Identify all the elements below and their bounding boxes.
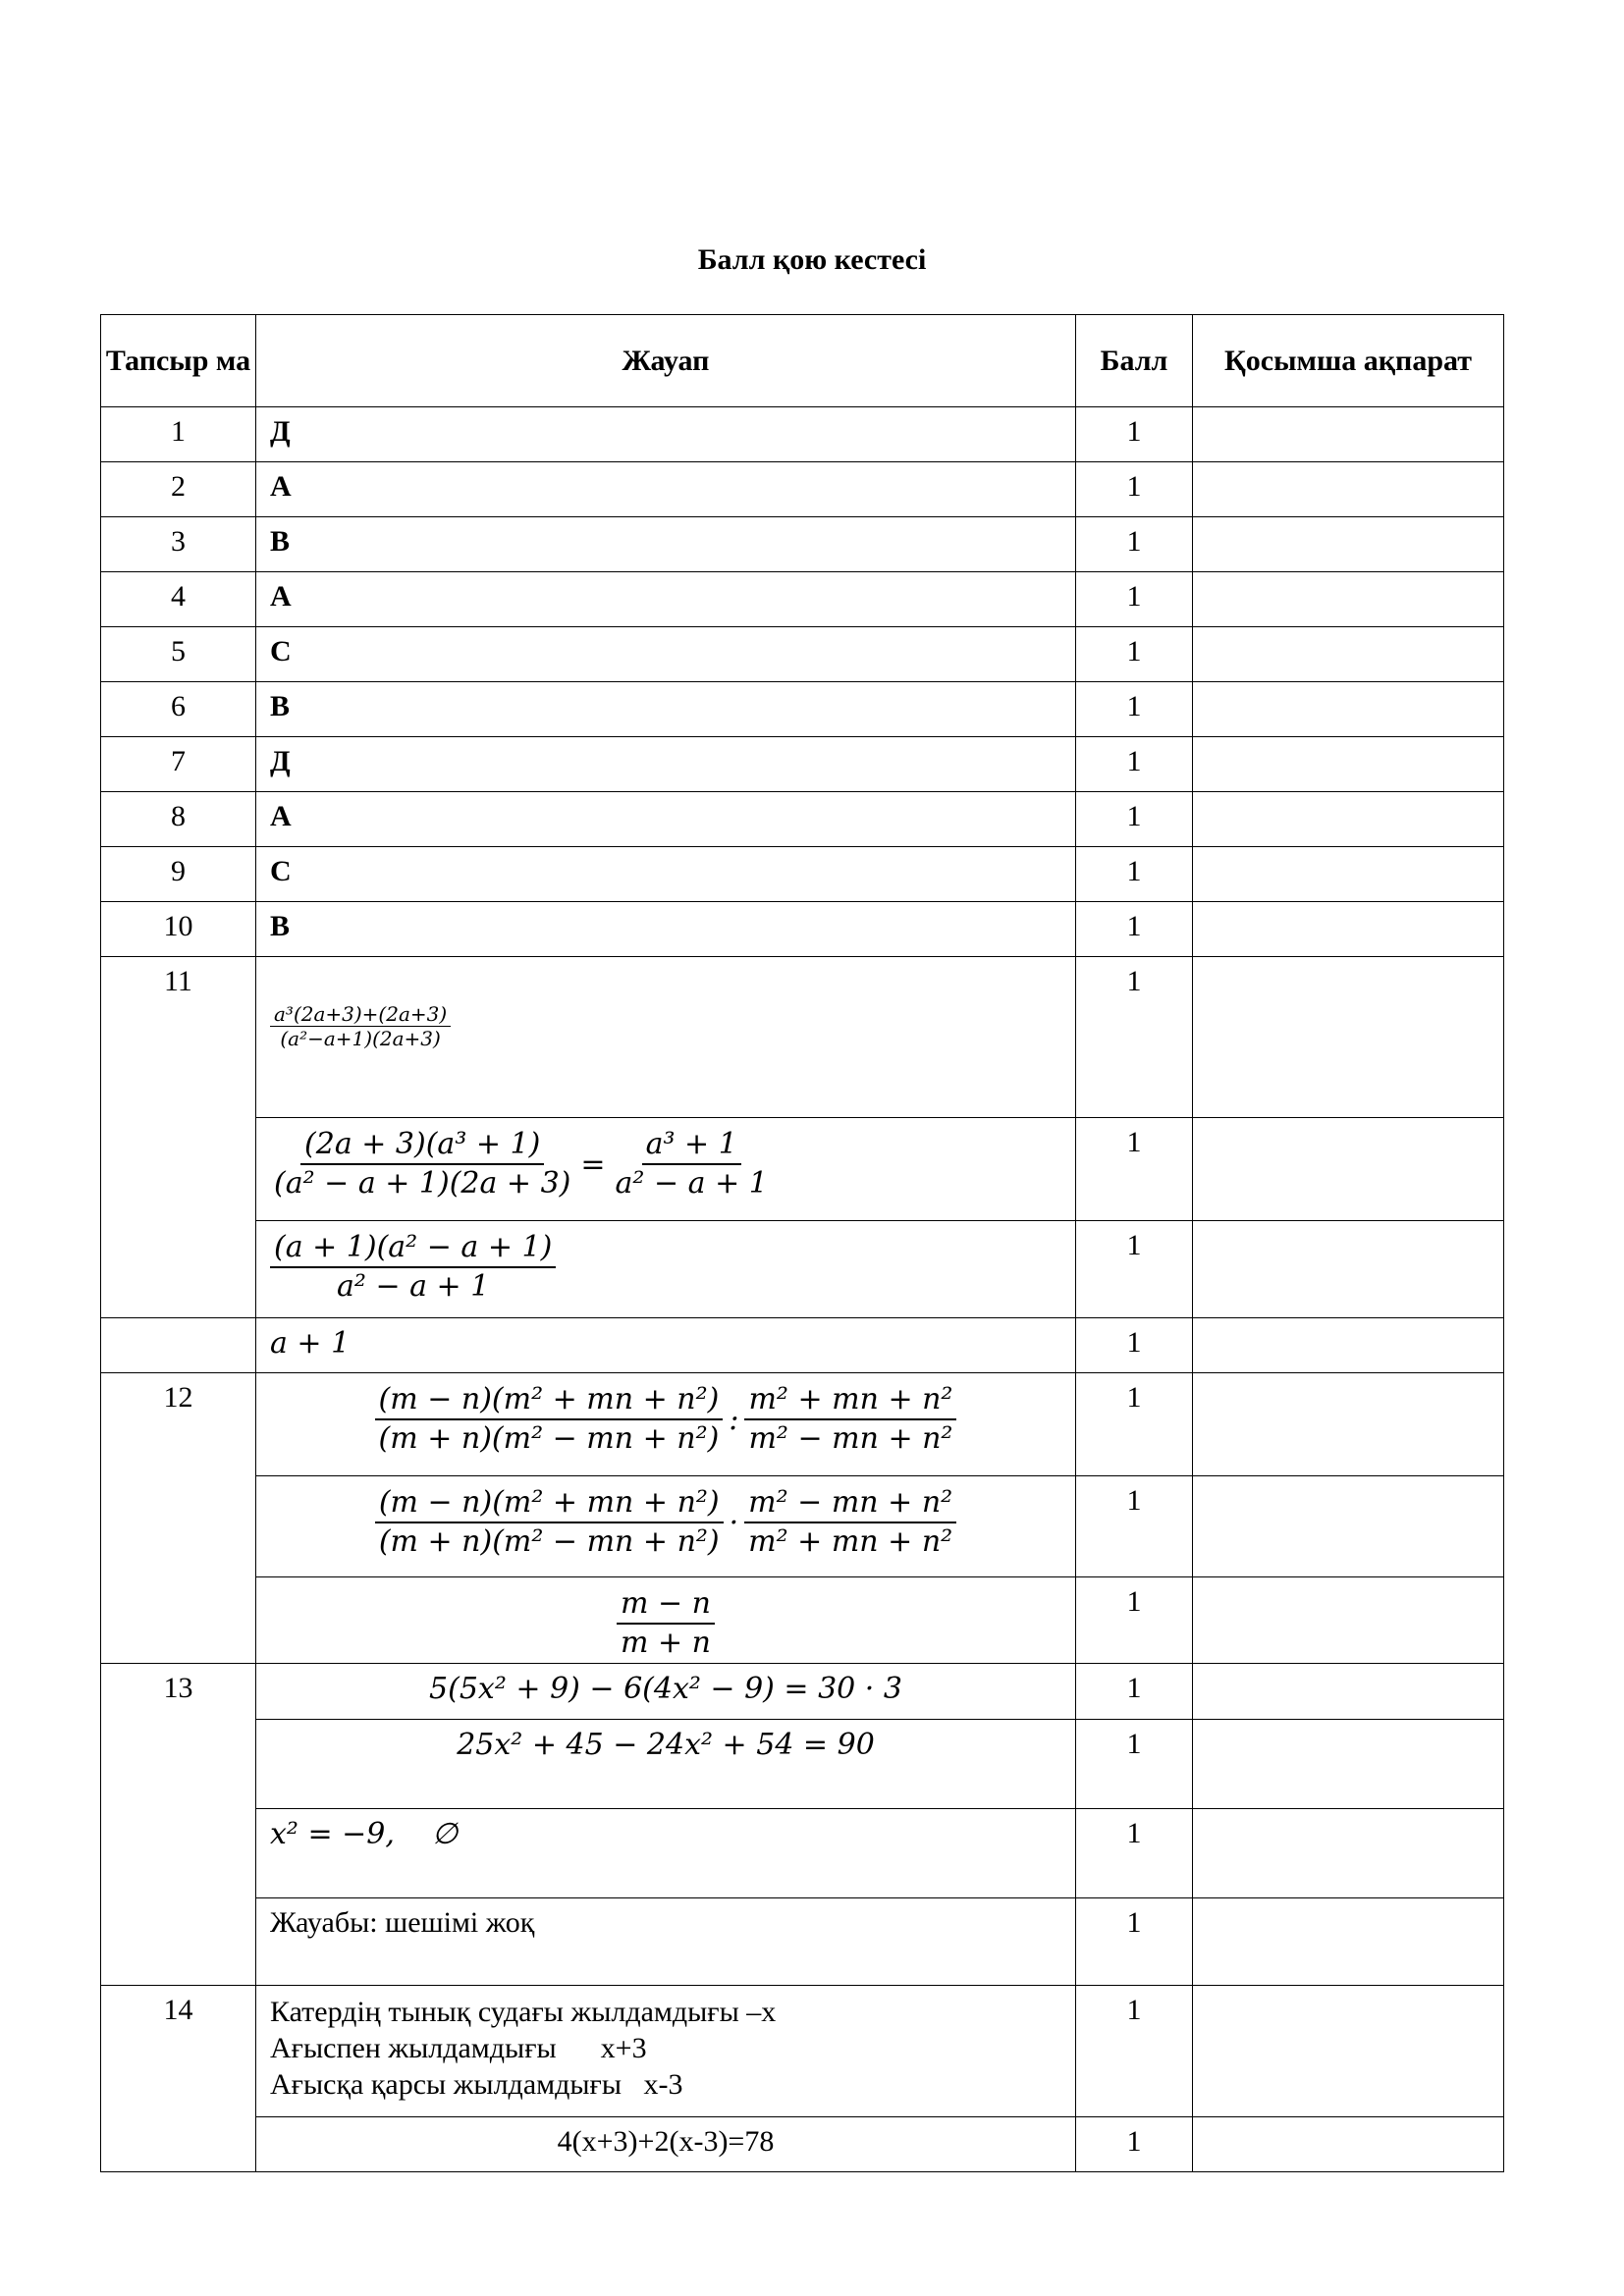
score-cell: 1 (1076, 1476, 1193, 1577)
score-cell: 1 (1076, 1986, 1193, 2117)
table-row (101, 572, 1504, 627)
score-cell: 1 (1076, 792, 1193, 847)
answer-cell: А (256, 792, 1076, 847)
denominator: a² − a + 1 (615, 1166, 768, 1201)
task-number: 8 (101, 792, 256, 847)
info-cell (1193, 627, 1504, 682)
table-row (101, 1986, 1504, 2117)
score-cell: 1 (1076, 1898, 1193, 1986)
info-cell (1193, 682, 1504, 737)
answer-line: Ағыспен жылдамдығы х+3 (270, 2032, 647, 2064)
table-row (101, 517, 1504, 572)
numerator: (2a + 3)(a³ + 1) (300, 1126, 544, 1165)
info-cell (1193, 517, 1504, 572)
info-cell (1193, 1664, 1504, 1720)
numerator: m² + mn + n² (744, 1381, 956, 1420)
table-row (101, 1373, 1504, 1476)
task-number: 2 (101, 462, 256, 517)
denominator: (a² − a + 1)(2a + 3) (274, 1166, 571, 1201)
info-cell (1193, 1318, 1504, 1373)
task-number: 13 (101, 1664, 256, 1986)
divide-sign: : (729, 1402, 739, 1437)
answer-cell: Д (256, 737, 1076, 792)
fraction (270, 1229, 556, 1306)
score-cell: 1 (1076, 1809, 1193, 1898)
answer-cell (256, 1373, 1076, 1476)
score-cell: 1 (1076, 1577, 1193, 1664)
answer-cell: 4(х+3)+2(х-3)=78 (256, 2117, 1076, 2172)
score-cell: 1 (1076, 682, 1193, 737)
header-info: Қосымша ақпарат (1193, 315, 1504, 407)
answer-line: Катердің тынық судағы жылдамдығы –х (270, 1996, 777, 2028)
info-cell (1193, 1809, 1504, 1898)
score-cell: 1 (1076, 517, 1193, 572)
denominator: m² − mn + n² (748, 1421, 953, 1456)
denominator: m + n (621, 1626, 711, 1660)
score-cell: 1 (1076, 847, 1193, 902)
table-row (101, 792, 1504, 847)
task-number: 4 (101, 572, 256, 627)
info-cell (1193, 2117, 1504, 2172)
answer-cell: Жауабы: шешімі жоқ (256, 1898, 1076, 1986)
header-answer: Жауап (256, 315, 1076, 407)
table-row (101, 1318, 1504, 1373)
answer-cell (256, 1118, 1076, 1221)
score-cell: 1 (1076, 902, 1193, 957)
table-row (101, 1720, 1504, 1809)
answer-line: Ағысқа қарсы жылдамдығы х-3 (270, 2068, 683, 2101)
fraction (375, 1381, 724, 1458)
info-cell (1193, 737, 1504, 792)
table-row (101, 902, 1504, 957)
score-cell: 1 (1076, 1664, 1193, 1720)
equals-sign: = (580, 1147, 606, 1182)
score-cell: 1 (1076, 1318, 1193, 1373)
table-row (101, 1809, 1504, 1898)
info-cell (1193, 462, 1504, 517)
table-row (101, 407, 1504, 462)
task-number: 11 (101, 957, 256, 1318)
task-number: 12 (101, 1373, 256, 1664)
info-cell (1193, 1898, 1504, 1986)
score-cell: 1 (1076, 407, 1193, 462)
task-number: 5 (101, 627, 256, 682)
info-cell (1193, 792, 1504, 847)
answer-cell: А (256, 462, 1076, 517)
info-cell (1193, 407, 1504, 462)
table-row (101, 1577, 1504, 1664)
answer-cell: А (256, 572, 1076, 627)
table-row (101, 462, 1504, 517)
denominator: (m + n)(m² − mn + n²) (378, 1421, 720, 1456)
table-row (101, 2117, 1504, 2172)
fraction (744, 1381, 956, 1458)
info-cell (1193, 902, 1504, 957)
task-number: 10 (101, 902, 256, 957)
header-row (101, 315, 1504, 407)
numerator: a³(2a+3)+(2a+3) (270, 1002, 451, 1027)
answer-cell: a + 1 (256, 1318, 1076, 1373)
numerator: a³ + 1 (642, 1126, 741, 1165)
task-number (101, 1318, 256, 1373)
header-score: Балл (1076, 315, 1193, 407)
table-row (101, 957, 1504, 1118)
table-row (101, 1476, 1504, 1577)
answer-cell: В (256, 517, 1076, 572)
denominator: (a²−a+1)(2a+3) (280, 1027, 441, 1050)
fraction (617, 1585, 715, 1662)
numerator: (m − n)(m² + mn + n²) (375, 1484, 724, 1523)
fraction (744, 1484, 956, 1561)
fraction (612, 1126, 772, 1202)
table-row (101, 682, 1504, 737)
info-cell (1193, 1221, 1504, 1318)
header-task: Тапсыр ма (101, 315, 256, 407)
info-cell (1193, 1986, 1504, 2117)
table-row (101, 847, 1504, 902)
task-number: 3 (101, 517, 256, 572)
answer-cell: С (256, 847, 1076, 902)
table-row (101, 1118, 1504, 1221)
answer-cell: Д (256, 407, 1076, 462)
score-cell: 1 (1076, 572, 1193, 627)
score-cell: 1 (1076, 2117, 1193, 2172)
info-cell (1193, 957, 1504, 1118)
score-cell: 1 (1076, 462, 1193, 517)
answer-cell (256, 1476, 1076, 1577)
score-cell: 1 (1076, 1118, 1193, 1221)
answer-cell: 5(5x² + 9) − 6(4x² − 9) = 30 · 3 (256, 1664, 1076, 1720)
score-cell: 1 (1076, 1373, 1193, 1476)
answer-cell: x² = −9, ∅ (256, 1809, 1076, 1898)
answer-cell: С (256, 627, 1076, 682)
score-cell: 1 (1076, 1720, 1193, 1809)
info-cell (1193, 1118, 1504, 1221)
table-row (101, 1664, 1504, 1720)
score-cell: 1 (1076, 957, 1193, 1118)
answer-cell (256, 1577, 1076, 1664)
fraction (270, 1126, 574, 1202)
answer-cell: В (256, 902, 1076, 957)
score-cell: 1 (1076, 627, 1193, 682)
numerator: (a + 1)(a² − a + 1) (270, 1229, 556, 1268)
table-row (101, 1221, 1504, 1318)
answer-cell (256, 1221, 1076, 1318)
task-number: 6 (101, 682, 256, 737)
score-cell: 1 (1076, 1221, 1193, 1318)
task-number: 7 (101, 737, 256, 792)
table-row (101, 1898, 1504, 1986)
denominator: a² − a + 1 (337, 1269, 490, 1304)
task-number: 1 (101, 407, 256, 462)
answer-cell: В (256, 682, 1076, 737)
info-cell (1193, 1373, 1504, 1476)
denominator: (m + n)(m² − mn + n²) (378, 1524, 720, 1559)
page-title: Балл қою кестесі (697, 243, 927, 276)
info-cell (1193, 1577, 1504, 1664)
multiply-sign: · (729, 1505, 739, 1540)
table-row (101, 737, 1504, 792)
info-cell (1193, 1720, 1504, 1809)
score-table (100, 314, 1504, 2172)
info-cell (1193, 847, 1504, 902)
numerator: m − n (617, 1585, 715, 1625)
task-number: 14 (101, 1986, 256, 2172)
table-row (101, 627, 1504, 682)
numerator: (m − n)(m² + mn + n²) (375, 1381, 724, 1420)
denominator: m² + mn + n² (748, 1524, 953, 1559)
answer-cell (256, 957, 1076, 1118)
info-cell (1193, 1476, 1504, 1577)
answer-cell (256, 1986, 1076, 2117)
fraction (375, 1484, 724, 1561)
numerator: m² − mn + n² (744, 1484, 956, 1523)
score-cell: 1 (1076, 737, 1193, 792)
fraction (270, 1002, 451, 1050)
answer-cell: 25x² + 45 − 24x² + 54 = 90 (256, 1720, 1076, 1809)
task-number: 9 (101, 847, 256, 902)
info-cell (1193, 572, 1504, 627)
